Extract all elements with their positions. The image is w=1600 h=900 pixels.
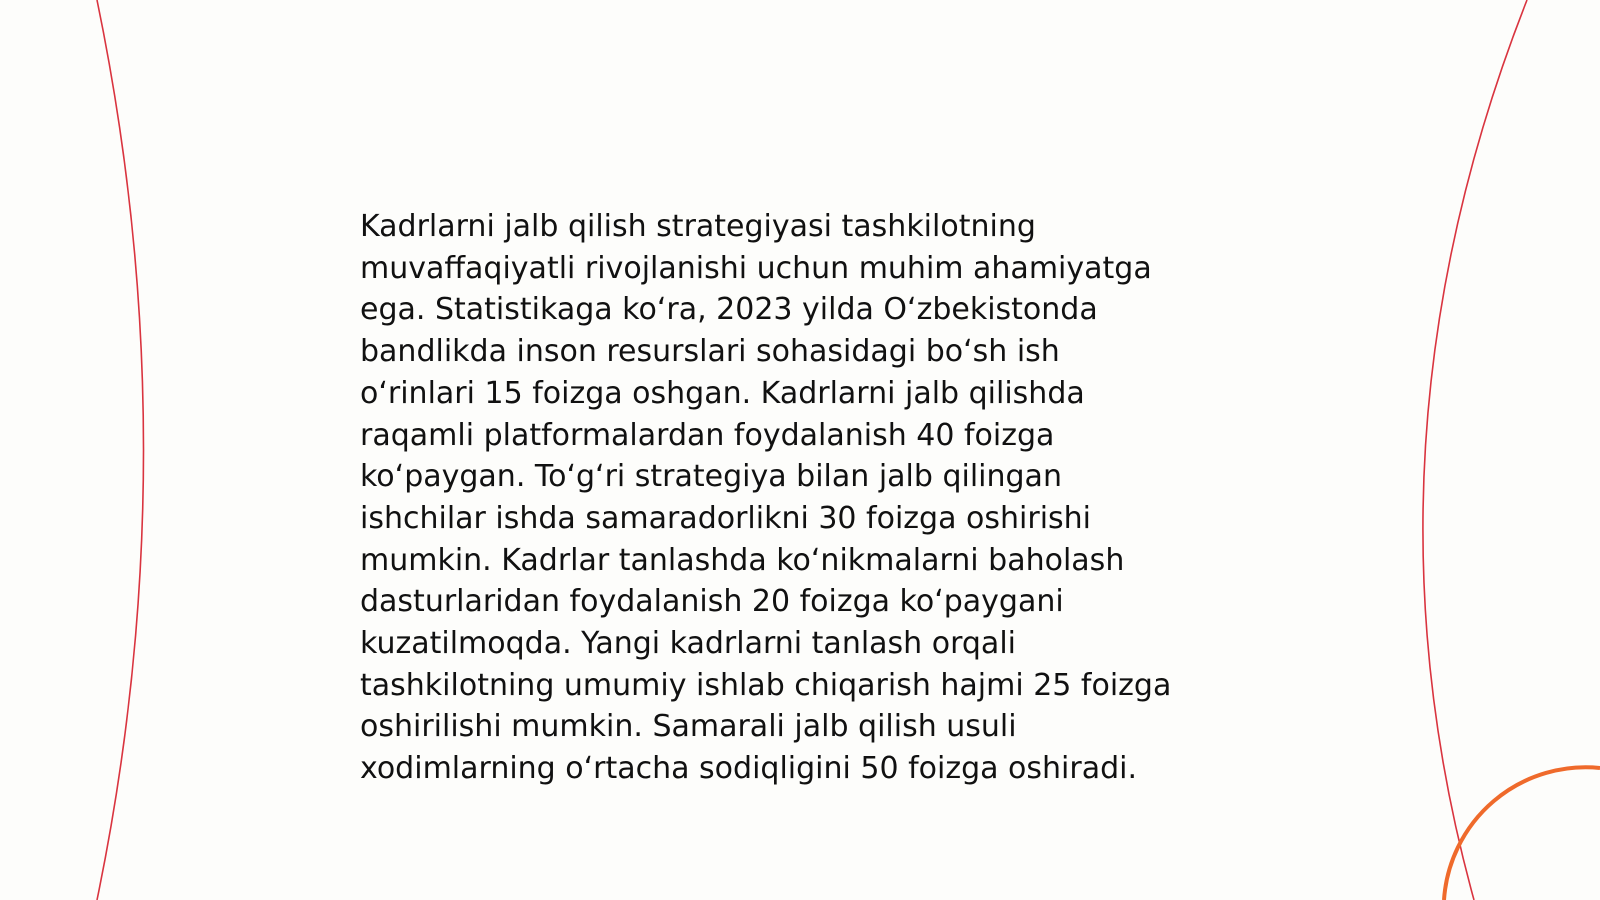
paragraph-line: muvaffaqiyatli rivojlanishi uchun muhim ahamiyatga — [360, 250, 1152, 286]
orange-circle-arc — [1444, 767, 1600, 900]
paragraph-line: Kadrlarni jalb qilish strategiyasi tashkilotning — [360, 209, 1036, 244]
paragraph-line: bandlikda inson resurslari sohasidagi bo‘sh ish — [360, 334, 1060, 370]
paragraph-line: xodimlarning o‘rtacha sodiqligini 50 foizga oshiradi. — [360, 751, 1138, 787]
left-red-arc — [97, 0, 144, 900]
body-paragraph — [360, 206, 1260, 790]
paragraph-line: ega. Statistikaga ko‘ra, 2023 yilda O‘zbekistonda — [360, 292, 1098, 328]
paragraph-line: o‘rinlari 15 foizga oshgan. Kadrlarni jalb qilishda — [360, 375, 1085, 411]
paragraph-line: mumkin. Kadrlar tanlashda ko‘nikmalarni baholash — [360, 542, 1125, 578]
paragraph-line: ko‘paygan. To‘g‘ri strategiya bilan jalb qilingan — [360, 459, 1062, 495]
right-red-arc — [1423, 0, 1527, 900]
paragraph-line: ishchilar ishda samaradorlikni 30 foizga oshirishi — [360, 500, 1092, 536]
paragraph-line: tashkilotning umumiy ishlab chiqarish hajmi 25 foizga — [360, 667, 1172, 703]
paragraph-line: dasturlaridan foydalanish 20 foizga ko‘paygani — [360, 584, 1064, 620]
paragraph-line: raqamli platformalardan foydalanish 40 foizga — [360, 417, 1055, 453]
paragraph-line: oshirilishi mumkin. Samarali jalb qilish usuli — [360, 709, 1017, 745]
paragraph-line: kuzatilmoqda. Yangi kadrlarni tanlash orqali — [360, 626, 1016, 662]
